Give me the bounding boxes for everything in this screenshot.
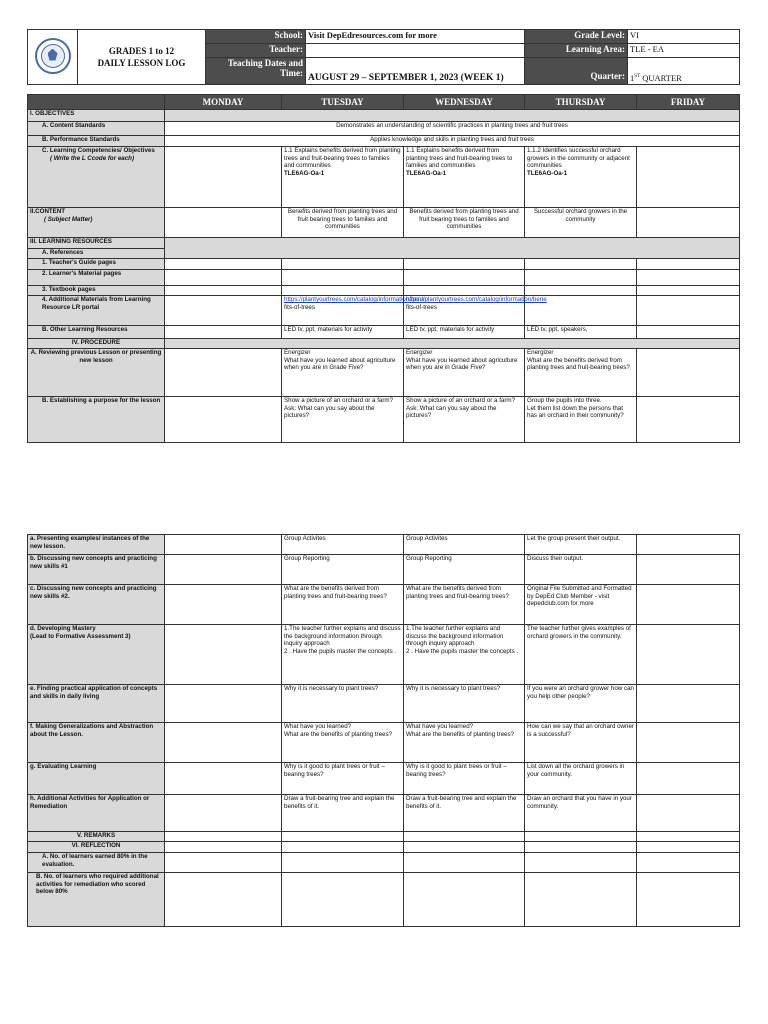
learning-resources-span [165, 238, 740, 259]
procedure-row-wednesday: Why is it good to plant trees or fruit –bearing trees? [404, 763, 525, 795]
l80-thursday [525, 853, 637, 873]
day-wednesday: WEDNESDAY [404, 95, 525, 110]
procedure-row-thursday: If you were an orchard grower how can you help other people? [525, 685, 637, 723]
rem-monday [165, 873, 282, 927]
header-table [27, 29, 740, 85]
procedure-row-thursday: List down all the orchard growers in your community. [525, 763, 637, 795]
am-monday [165, 296, 282, 326]
competency-thursday: 1.1.2 Identifies successful orchard growers in the community or adjacent communities TLE6AG-Oa-1 [525, 147, 637, 208]
procedure-row-friday [637, 555, 740, 585]
procedure-row-label: d. Developing Mastery (Lead to Formative Assessment 3) [28, 625, 165, 685]
procedure-row [28, 555, 740, 585]
teacher-label: Teacher: [206, 44, 306, 58]
procedure-row-label: e. Finding practical application of concepts and skills in daily living [28, 685, 165, 723]
quarter-value-spacer [628, 58, 740, 72]
content-thursday: Successful orchard growers in the community [525, 208, 637, 238]
purpose-monday [165, 397, 282, 443]
procedure-row-tuesday: Why is it good to plant trees or fruit –bearing trees? [282, 763, 404, 795]
procedure-row [28, 685, 740, 723]
procedure-row [28, 625, 740, 685]
tb-monday [165, 286, 282, 296]
procedure-row-wednesday: Group Reporting [404, 555, 525, 585]
content-tuesday: Benefits derived from planting trees and fruit bearing trees to families and communities [282, 208, 404, 238]
content-friday [637, 208, 740, 238]
competency-tuesday: 1.1 Explains benefits derived from planting trees and fruit-bearing trees to families and communities TLE6AG-Oa-1 [282, 147, 404, 208]
procedure-row-monday [165, 763, 282, 795]
procedure-row-friday [637, 625, 740, 685]
or-monday [165, 326, 282, 339]
review-friday [637, 349, 740, 397]
procedure-row-tuesday: Why it is necessary to plant trees? [282, 685, 404, 723]
procedure-row-label: h. Additional Activities for Application or Remediation [28, 795, 165, 832]
tb-friday [637, 286, 740, 296]
or-tuesday: LED tv, ppt, materials for activity [282, 326, 404, 339]
content-standards-text: Demonstrates an understanding of scientific practices in planting trees and fruit trees [165, 122, 740, 136]
content-label: II.CONTENT ( Subject Matter) [28, 208, 165, 238]
deped-seal-logo [28, 30, 78, 85]
tb-wednesday [404, 286, 525, 296]
tg-thursday [525, 259, 637, 270]
rem-wednesday [404, 873, 525, 927]
procedure-row-tuesday: What have you learned? What are the benefits of planting trees? [282, 723, 404, 763]
day-friday: FRIDAY [637, 95, 740, 110]
performance-standards-text: Applies knowledge and skills in planting trees and fruit trees [165, 136, 740, 147]
reflection-wednesday [404, 842, 525, 853]
procedure-row [28, 535, 740, 555]
day-header-row [28, 95, 740, 110]
reflection-friday [637, 842, 740, 853]
tg-wednesday [404, 259, 525, 270]
additional-materials-label: 4. Additional Materials from Learning Resource LR portal [28, 296, 165, 326]
remarks-thursday [525, 832, 637, 842]
learning-area-value: TLE - EA [628, 44, 740, 58]
remediation-label: B. No. of learners who required additional activities for remediation who scored below 80% [28, 873, 165, 927]
content-monday [165, 208, 282, 238]
tb-tuesday [282, 286, 404, 296]
tb-thursday [525, 286, 637, 296]
learners-80-label: A. No. of learners earned 80% in the evaluation. [28, 853, 165, 873]
quarter-value: 1ST QUARTER [628, 71, 740, 85]
teachers-guide-label: 1. Teacher's Guide pages [28, 259, 165, 270]
reflection-monday [165, 842, 282, 853]
procedure-row-label: f. Making Generalizations and Abstraction about the Lesson. [28, 723, 165, 763]
lm-monday [165, 270, 282, 286]
document-title [78, 30, 206, 85]
procedure-row-tuesday: Draw a fruit-bearing tree and explain the benefits of it. [282, 795, 404, 832]
l80-monday [165, 853, 282, 873]
procedure-row-monday [165, 723, 282, 763]
purpose-label: B. Establishing a purpose for the lesson [28, 397, 165, 443]
day-thursday: THURSDAY [525, 95, 637, 110]
teacher-value [306, 44, 525, 58]
procedure-row-label: b. Discussing new concepts and practicing new skills #1 [28, 555, 165, 585]
learning-area-label: Learning Area: [525, 44, 628, 58]
procedure-row-thursday: Discuss their output. [525, 555, 637, 585]
title-line-2: DAILY LESSON LOG [97, 58, 186, 68]
remarks-tuesday [282, 832, 404, 842]
am-wednesday: https://plantyourtrees.com/catalog/information/bene fits-of-trees [404, 296, 525, 326]
procedure-row [28, 585, 740, 625]
procedure-row-monday [165, 535, 282, 555]
tg-friday [637, 259, 740, 270]
objectives-span [165, 110, 740, 122]
procedure-row-friday [637, 795, 740, 832]
resource-link-tuesday[interactable]: https://plantyourtrees.com/catalog/information/bene [284, 296, 425, 303]
references-label: A. References [28, 249, 165, 259]
procedure-row-monday [165, 685, 282, 723]
procedure-row-wednesday: Why it is necessary to plant trees? [404, 685, 525, 723]
review-wednesday: Energizer What have you learned about agriculture when you are in Grade Five? [404, 349, 525, 397]
competency-monday [165, 147, 282, 208]
procedure-row-label: g. Evaluating Learning [28, 763, 165, 795]
l80-wednesday [404, 853, 525, 873]
procedure-row [28, 763, 740, 795]
purpose-tuesday: Show a picture of an orchard or a farm? Ask: What can you say about the pictures? [282, 397, 404, 443]
procedure-row-tuesday: Group Activites [282, 535, 404, 555]
competency-friday [637, 147, 740, 208]
procedure-row-tuesday: What are the benefits derived from planting trees and fruit-bearing trees? [282, 585, 404, 625]
or-thursday: LED tv, ppt, speakers, [525, 326, 637, 339]
lm-thursday [525, 270, 637, 286]
purpose-wednesday: Show a picture of an orchard or a farm? Ask: What can you say about the pictures? [404, 397, 525, 443]
reflection-thursday [525, 842, 637, 853]
reflection-label: VI. REFLECTION [28, 842, 165, 853]
resource-link-wednesday[interactable]: https://plantyourtrees.com/catalog/information/bene [406, 296, 547, 303]
procedure-row [28, 723, 740, 763]
procedure-row-monday [165, 625, 282, 685]
lm-tuesday [282, 270, 404, 286]
procedure-row-thursday: Let the group present their output. [525, 535, 637, 555]
procedure-row-thursday: The teacher further gives examples of orchard growers in the community. [525, 625, 637, 685]
quarter-label-spacer [525, 58, 628, 72]
competencies-note: ( Write the L Ccode for each) [50, 154, 135, 162]
procedure-row-friday [637, 723, 740, 763]
day-monday: MONDAY [165, 95, 282, 110]
or-friday [637, 326, 740, 339]
teaching-dates-value: AUGUST 29 – SEPTEMBER 1, 2023 (WEEK 1) [306, 58, 525, 85]
procedure-row-monday [165, 795, 282, 832]
procedure-label: IV. PROCEDURE [28, 339, 165, 349]
rem-tuesday [282, 873, 404, 927]
procedure-row-wednesday: 1.The teacher further explains and discuss the background information through inquiry approach 2 . Have the pupils master the concepts . [404, 625, 525, 685]
school-label: School: [206, 30, 306, 44]
learning-resources-label: III. LEARNING RESOURCES [28, 238, 165, 249]
objectives-label: I. OBJECTIVES [28, 110, 165, 122]
review-tuesday: Energizer What have you learned about agriculture when you are in Grade Five? [282, 349, 404, 397]
learners-material-label: 2. Learner's Material pages [28, 270, 165, 286]
procedure-row-friday [637, 685, 740, 723]
remarks-wednesday [404, 832, 525, 842]
procedure-row-friday [637, 535, 740, 555]
rem-friday [637, 873, 740, 927]
school-value: Visit DepEdresources.com for more [306, 30, 525, 44]
procedure-row-wednesday: Group Activites [404, 535, 525, 555]
title-line-1: GRADES 1 to 12 [108, 46, 175, 56]
teaching-dates-label: Teaching Dates and Time: [206, 58, 306, 85]
procedure-row-label: c. Discussing new concepts and practicing new skills #2. [28, 585, 165, 625]
am-tuesday: https://plantyourtrees.com/catalog/information/bene fits-of-trees [282, 296, 404, 326]
procedure-row-wednesday: What have you learned? What are the benefits of planting trees? [404, 723, 525, 763]
procedure-row-tuesday: Group Reporting [282, 555, 404, 585]
lesson-log-table-page1 [27, 94, 740, 443]
blank-header-cell [28, 95, 165, 110]
review-monday [165, 349, 282, 397]
competency-wednesday: 1.1 Explains benefits derived from planting trees and fruit-bearing trees to families and communities TLE6AG-Oa-1 [404, 147, 525, 208]
tg-tuesday [282, 259, 404, 270]
review-thursday: Energizer What are the benefits derived from planting trees and fruit-bearing trees? [525, 349, 637, 397]
l80-tuesday [282, 853, 404, 873]
purpose-friday [637, 397, 740, 443]
procedure-row [28, 795, 740, 832]
reflection-tuesday [282, 842, 404, 853]
procedure-row-thursday: Original File Submitted and Formatted by DepEd Club Member - visit depedclub.com for more [525, 585, 637, 625]
content-standards-label: A. Content Standards [28, 122, 165, 136]
procedure-row-wednesday: What are the benefits derived from planting trees and fruit-bearing trees? [404, 585, 525, 625]
other-resources-label: B. Other Learning Resources [28, 326, 165, 339]
l80-friday [637, 853, 740, 873]
procedure-row-thursday: Draw an orchard that you have in your community. [525, 795, 637, 832]
textbook-label: 3. Textbook pages [28, 286, 165, 296]
procedure-row-monday [165, 555, 282, 585]
grade-level-value: VI [628, 30, 740, 44]
performance-standards-label: B. Performance Standards [28, 136, 165, 147]
procedure-row-friday [637, 585, 740, 625]
quarter-label: Quarter: [525, 71, 628, 85]
lesson-log-table-page2 [27, 534, 740, 927]
tg-monday [165, 259, 282, 270]
am-friday [637, 296, 740, 326]
or-wednesday: LED tv, ppt, materials for activity [404, 326, 525, 339]
procedure-row-thursday: How can we say that an orchard owner is a successful? [525, 723, 637, 763]
reviewing-lesson-label: A. Reviewing previous Lesson or presenting new lesson [28, 349, 165, 397]
procedure-row-tuesday: 1.The teacher further explains and discuss the background information through inquiry approach 2 . Have the pupils master the concepts . [282, 625, 404, 685]
procedure-row-label: a. Presenting examples/ instances of the new lesson. [28, 535, 165, 555]
remarks-label: V. REMARKS [28, 832, 165, 842]
rem-thursday [525, 873, 637, 927]
seal-icon [35, 38, 71, 74]
procedure-span [165, 339, 740, 349]
competencies-label: C. Learning Competencies/ Objectives ( Write the L Ccode for each) [28, 147, 165, 208]
procedure-row-friday [637, 763, 740, 795]
lm-friday [637, 270, 740, 286]
remarks-monday [165, 832, 282, 842]
purpose-thursday: Group the pupils into three. Let them list down the persons that has an orchard in their community? [525, 397, 637, 443]
remarks-friday [637, 832, 740, 842]
procedure-row-monday [165, 585, 282, 625]
content-wednesday: Benefits derived from planting trees and fruit bearing trees to families and communities [404, 208, 525, 238]
grade-level-label: Grade Level: [525, 30, 628, 44]
lm-wednesday [404, 270, 525, 286]
procedure-row-wednesday: Draw a fruit-bearing tree and explain the benefits of it. [404, 795, 525, 832]
day-tuesday: TUESDAY [282, 95, 404, 110]
